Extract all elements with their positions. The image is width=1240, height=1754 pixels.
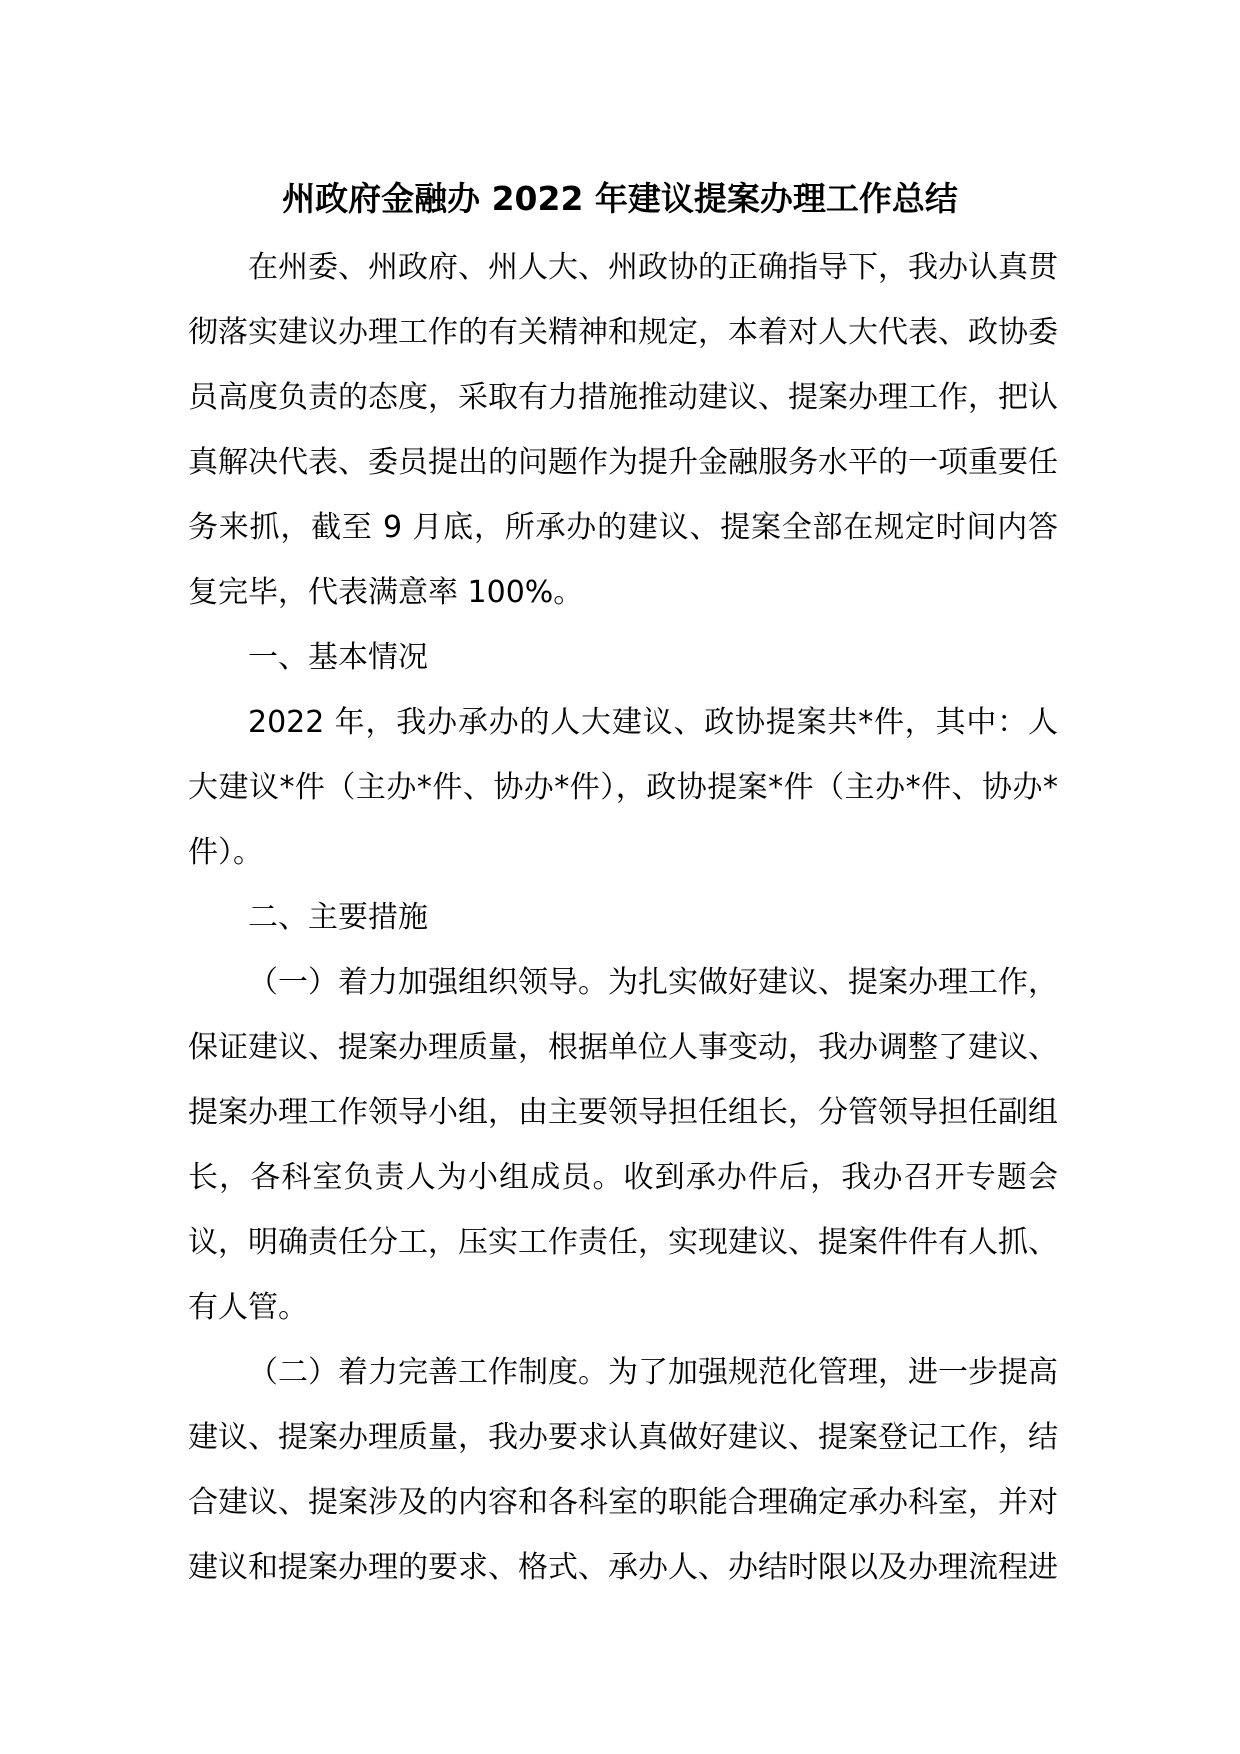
document-body xyxy=(188,235,1058,1600)
document-title: 州政府金融办 2022 年建议提案办理工作总结 xyxy=(282,179,958,218)
section-heading-basic-situation: 一、基本情况 xyxy=(248,640,428,675)
paragraph-measure-1: （一）着力加强组织领导。为扎实做好建议、提案办理工作，保证建议、提案办理质量，根据单位人事变动，我办调整了建议、提案办理工作领导小组，由主要领导担任组长，分管领导担任副组长，各科室负责人为小组成员。收到承办件后，我办召开专题会议，明确责任分工，压实工作责任，实现建议、提案件件有人抓、有人管。 xyxy=(188,965,1058,1325)
paragraph-intro: 在州委、州政府、州人大、州政协的正确指导下，我办认真贯彻落实建议办理工作的有关精神和规定，本着对人大代表、政协委员高度负责的态度，采取有力措施推动建议、提案办理工作，把认真解决代表、委员提出的问题作为提升金融服务水平的一项重要任务来抓，截至 9 月底，所承办的建议、提案全部在规定时间内答复完毕，代表满意率 100%。 xyxy=(188,250,1058,610)
section-heading-main-measures: 二、主要措施 xyxy=(248,900,428,935)
paragraph-measure-2: （二）着力完善工作制度。为了加强规范化管理，进一步提高建议、提案办理质量，我办要求认真做好建议、提案登记工作，结合建议、提案涉及的内容和各科室的职能合理确定承办科室，并对建议和提案办理的要求、格式、承办人、办结时限以及办理流程进 xyxy=(188,1355,1058,1585)
paragraph-basic-situation: 2022 年，我办承办的人大建议、政协提案共*件，其中：人大建议*件（主办*件、协办*件），政协提案*件（主办*件、协办*件）。 xyxy=(188,705,1058,870)
